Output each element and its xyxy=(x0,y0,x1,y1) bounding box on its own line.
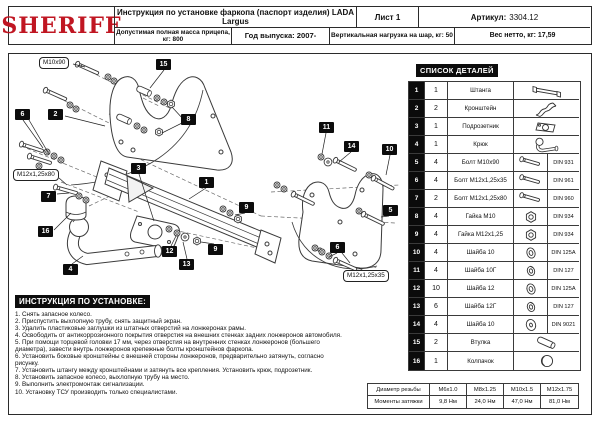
part-din-standard: DIN 9021 xyxy=(548,316,579,334)
callout-12: 12 xyxy=(162,246,177,257)
part-name: Шайба 12 xyxy=(448,280,514,298)
part-number: 3 xyxy=(409,118,425,136)
part-image xyxy=(514,298,548,316)
part-qty: 4 xyxy=(425,154,448,172)
part-qty: 2 xyxy=(425,334,448,352)
callout-7: 7 xyxy=(41,191,56,202)
nut-icon xyxy=(516,209,546,225)
part-din-standard: DIN 961 xyxy=(548,172,579,190)
instruction-step: 8. Установить запасное колесо, выхлопную трубу на место. xyxy=(15,374,190,382)
part-image xyxy=(514,352,579,370)
callout-10: 10 xyxy=(382,144,397,155)
callout-16: 16 xyxy=(38,226,53,237)
part-number: 10 xyxy=(409,244,425,262)
instructions-list xyxy=(15,311,347,396)
part-qty: 6 xyxy=(425,298,448,316)
part-name: Гайка М12х1,25 xyxy=(448,226,514,244)
cap-icon xyxy=(532,353,562,369)
parts-table-row xyxy=(409,280,580,298)
parts-table-row xyxy=(409,172,580,190)
doc-title: Инструкция по установке фаркопа (паспорт изделия) LADA Largus xyxy=(114,7,356,28)
torque-value: 9,8 Нм xyxy=(430,396,467,408)
part-qty: 4 xyxy=(425,208,448,226)
callout-15: 15 xyxy=(156,59,171,70)
washer-flat-icon xyxy=(516,245,546,261)
instructions-title: ИНСТРУКЦИЯ ПО УСТАНОВКЕ: xyxy=(15,295,150,308)
parts-table-row xyxy=(409,334,580,352)
article-number xyxy=(418,7,590,28)
size-label-m12x125x35: М12х1,25х35 xyxy=(343,270,389,282)
instruction-step: 1. Снять запасное колесо. xyxy=(15,311,92,318)
part-name: Болт М12х1,25х80 xyxy=(448,190,514,208)
callout-3: 3 xyxy=(131,163,146,174)
part-image xyxy=(514,208,548,226)
callout-4: 4 xyxy=(63,264,78,275)
part-image xyxy=(514,118,579,136)
parts-table-row xyxy=(409,100,580,118)
parts-table-row xyxy=(409,244,580,262)
part-number: 12 xyxy=(409,280,425,298)
torque-value: 47,0 Нм xyxy=(504,396,541,408)
part-image xyxy=(514,172,548,190)
bushing-icon xyxy=(532,335,562,351)
part-number: 15 xyxy=(409,334,425,352)
part-qty: 1 xyxy=(425,352,448,370)
callout-1: 1 xyxy=(199,177,214,188)
part-number: 5 xyxy=(409,154,425,172)
callout-6-right: 6 xyxy=(330,242,345,253)
parts-table-row xyxy=(409,262,580,280)
part-name: Гайка М10 xyxy=(448,208,514,226)
part-qty: 4 xyxy=(425,262,448,280)
part-image xyxy=(514,100,579,118)
part-name: Крюк xyxy=(448,136,514,154)
callout-13: 13 xyxy=(179,259,194,270)
bracket-icon xyxy=(532,101,562,117)
part-number: 1 xyxy=(409,82,425,100)
washer-spring-icon xyxy=(516,299,546,315)
parts-table-row xyxy=(409,298,580,316)
part-image xyxy=(514,316,548,334)
socket-plate-icon xyxy=(532,119,562,135)
part-qty: 2 xyxy=(425,190,448,208)
part-name: Кронштейн xyxy=(448,100,514,118)
part-image xyxy=(514,82,579,100)
part-number: 13 xyxy=(409,298,425,316)
part-image xyxy=(514,190,548,208)
part-qty: 1 xyxy=(425,82,448,100)
part-din-standard: DIN 934 xyxy=(548,208,579,226)
washer-flat-icon xyxy=(516,281,546,297)
instruction-step: 3. Удалить пластиковые заглушки из штатных отверстий на лонжеронах рамы. xyxy=(15,325,246,333)
instruction-step: 6. Установить боковые кронштейны с внешней стороны лонжеронов, предварительно затянуть, согласно рисунку. xyxy=(15,353,324,368)
part-din-standard: DIN 934 xyxy=(548,226,579,244)
torque-label: Моменты затяжки xyxy=(368,396,430,408)
part-number: 9 xyxy=(409,226,425,244)
parts-table-row xyxy=(409,190,580,208)
part-name: Шайба 10 xyxy=(448,244,514,262)
part-name: Шайба 10 xyxy=(448,316,514,334)
part-name: Шайба 10Г xyxy=(448,262,514,280)
part-qty: 2 xyxy=(425,100,448,118)
parts-list-table xyxy=(408,81,581,371)
callout-9-lower: 9 xyxy=(208,244,223,255)
callout-9-upper: 9 xyxy=(239,202,254,213)
part-name: Штанга xyxy=(448,82,514,100)
part-qty: 4 xyxy=(425,244,448,262)
part-din-standard: DIN 125A xyxy=(548,244,579,262)
part-name: Втулка xyxy=(448,334,514,352)
thread-diameter-value: М6х1.0 xyxy=(430,384,467,396)
header-table xyxy=(1,6,592,45)
nut-icon xyxy=(516,227,546,243)
part-image xyxy=(514,226,548,244)
part-din-standard: DIN 127 xyxy=(548,298,579,316)
part-image xyxy=(514,334,579,352)
article-value: 3304.12 xyxy=(509,12,539,22)
parts-list-title: СПИСОК ДЕТАЛЕЙ xyxy=(416,64,498,77)
parts-table-row xyxy=(409,118,580,136)
part-image xyxy=(514,154,548,172)
thread-diameter-label: Диаметр резьбы xyxy=(368,384,430,396)
article-label: Артикул: xyxy=(470,12,507,22)
net-weight: Вес нетто, кг: 17,59 xyxy=(454,28,590,44)
size-label-m12x125x80: М12х1,25х80 xyxy=(13,169,59,181)
washer-large-icon xyxy=(516,317,546,333)
bolt-icon xyxy=(516,155,546,171)
part-number: 6 xyxy=(409,172,425,190)
part-din-standard: DIN 127 xyxy=(548,262,579,280)
instruction-step: 4. Освободить от антикоррозионного покрытия отверстия на внешних стенках задних лонжеронов автомобиля. xyxy=(15,332,342,340)
instruction-step: 10. Установку ТСУ производить только специалистами. xyxy=(15,388,178,396)
brand-logo: SHERIFF xyxy=(1,12,122,39)
part-image xyxy=(514,280,548,298)
torque-value: 81,0 Нм xyxy=(548,399,571,405)
thread-diameter-value: М12х1.75 xyxy=(541,384,578,396)
ball-hook-icon xyxy=(532,137,562,153)
part-name: Подрозетник xyxy=(448,118,514,136)
bolt-icon xyxy=(516,191,546,207)
parts-table-row xyxy=(409,136,580,154)
callout-11: 11 xyxy=(319,122,334,133)
part-name: Шайба 12Г xyxy=(448,298,514,316)
part-din-standard: DIN 960 xyxy=(548,190,579,208)
part-image xyxy=(514,244,548,262)
part-din-standard: DIN 931 xyxy=(548,154,579,172)
callout-8: 8 xyxy=(181,114,196,125)
content-box xyxy=(8,53,592,415)
part-image xyxy=(514,262,548,280)
part-qty: 4 xyxy=(425,316,448,334)
part-name: Болт М10х90 xyxy=(448,154,514,172)
size-label-m10x90: М10х90 xyxy=(39,57,69,69)
part-qty: 1 xyxy=(425,118,448,136)
callout-14: 14 xyxy=(344,141,359,152)
part-number: 4 xyxy=(409,136,425,154)
part-number: 16 xyxy=(409,352,425,370)
torque-value: 24,0 Нм xyxy=(467,396,504,408)
parts-table-row xyxy=(409,316,580,334)
part-number: 14 xyxy=(409,316,425,334)
thread-diameter-value: М10х1.5 xyxy=(504,384,541,396)
part-image xyxy=(514,136,579,154)
thread-diameter-value: М8х1.25 xyxy=(467,384,504,396)
model-year: Год выпуска: 2007- xyxy=(231,28,329,44)
callout-6-left: 6 xyxy=(15,109,30,120)
instruction-step: 5. При помощи торцевой головки 17 мм, через отверстия на внутренних стенках лонжеронов (большего диаметра), завести внутрь лонжеронов крепежные болты кронштейнов фаркопа. xyxy=(15,339,320,354)
washer-spring-icon xyxy=(516,263,546,279)
parts-table-row xyxy=(409,208,580,226)
vertical-load: Вертикальная нагрузка на шар, кг: 50 xyxy=(329,28,454,44)
parts-table-row xyxy=(409,226,580,244)
part-din-standard: DIN 125A xyxy=(548,280,579,298)
part-number: 8 xyxy=(409,208,425,226)
callout-5: 5 xyxy=(383,205,398,216)
part-qty: 4 xyxy=(425,226,448,244)
instruction-step: 7. Установить штангу между кронштейнами и затянуть все крепления. Установить крюк, подрозетник. xyxy=(15,367,313,375)
part-qty: 4 xyxy=(425,172,448,190)
part-name: Болт М12х1,25х35 xyxy=(448,172,514,190)
parts-table-row xyxy=(409,352,580,370)
torque-table xyxy=(367,383,579,409)
instruction-step: 2. Приспустить выхлопную трубу, снять защитный экран. xyxy=(15,318,182,326)
bolt-icon xyxy=(516,173,546,189)
part-qty: 10 xyxy=(425,280,448,298)
part-name: Колпачок xyxy=(448,352,514,370)
parts-table-row xyxy=(409,82,580,100)
part-number: 11 xyxy=(409,262,425,280)
parts-table-row xyxy=(409,154,580,172)
gross-mass: Допустимая полная масса прицепа, кг: 800 xyxy=(114,28,231,44)
instruction-step: 9. Выполнить электромонтаж сигнализации. xyxy=(15,381,145,389)
sheet-number: Лист 1 xyxy=(356,7,418,28)
part-number: 7 xyxy=(409,190,425,208)
crossbar-icon xyxy=(532,83,562,99)
part-qty: 1 xyxy=(425,136,448,154)
callout-2: 2 xyxy=(48,109,63,120)
part-number: 2 xyxy=(409,100,425,118)
